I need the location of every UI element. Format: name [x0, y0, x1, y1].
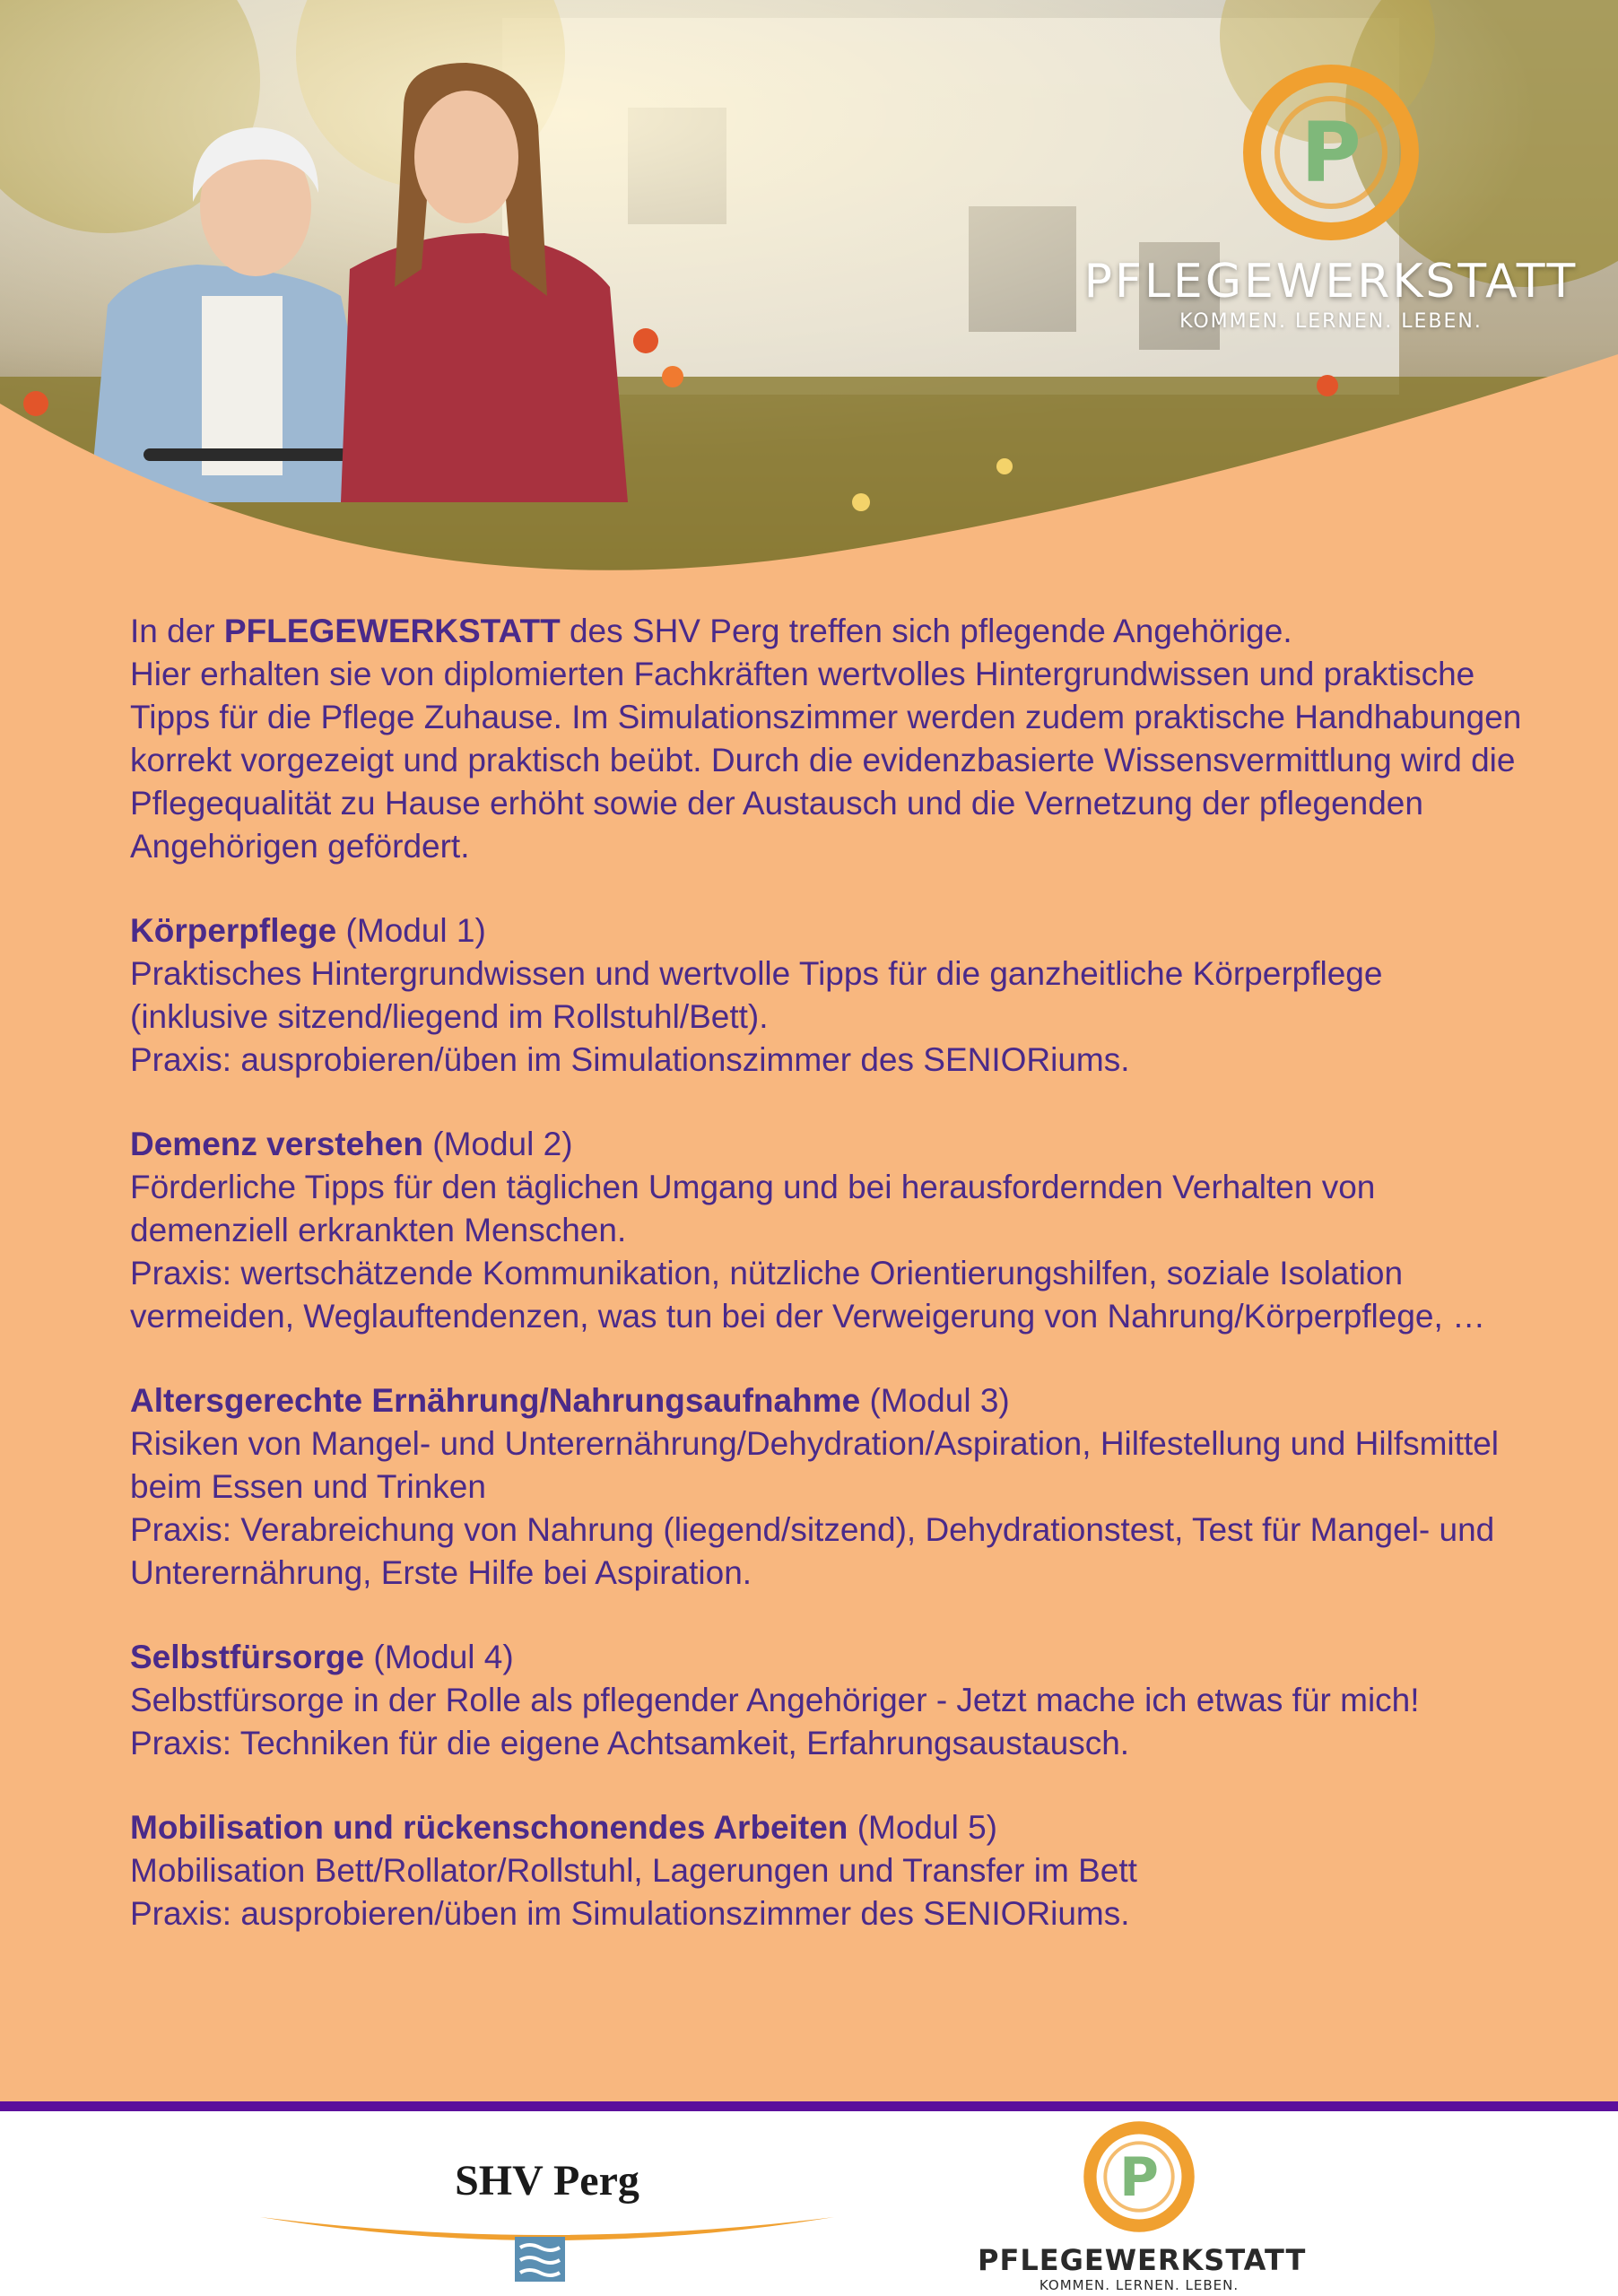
svg-text:P: P: [1300, 105, 1361, 201]
footer-brand-name: PFLEGEWERKSTATT: [978, 2243, 1307, 2277]
footer-divider: [0, 2101, 1618, 2111]
module-title: Mobilisation und rückenschonendes Arbeiten: [130, 1809, 848, 1846]
brand-name: PFLEGEWERKSTATT: [1083, 255, 1579, 309]
module-heading: [130, 1123, 1529, 1166]
intro-body: Hier erhalten sie von diplomierten Fachkräften wertvolles Hintergrundwissen und praktische Tipps für die Pflege Zuhause. Im Simulationszimmer werden zudem praktische Handhabungen korrekt vorgezeigt und praktisch beübt. Durch die evidenzbasierte Wissensvermittlung wird die Pflegequalität zu Hause erhöht sowie der Austausch und die Vernetzung der pflegenden Angehörigen gefördert.: [130, 656, 1522, 865]
module-title: Altersgerechte Ernährung/Nahrungsaufnahme: [130, 1382, 861, 1419]
module-description: Praktisches Hintergrundwissen und wertvolle Tipps für die ganzheitliche Körperpflege (inklusive sitzend/liegend im Rollstuhl/Bett).: [130, 955, 1383, 1035]
module-description: Förderliche Tipps für den täglichen Umgang und bei herausfordernden Verhalten von demenziell erkrankten Menschen.: [130, 1169, 1376, 1248]
module-mobilisation: [130, 1806, 1529, 1935]
module-label: (Modul 4): [373, 1639, 514, 1675]
intro-section: [130, 610, 1529, 868]
module-description: Mobilisation Bett/Rollator/Rollstuhl, Lagerungen und Transfer im Bett: [130, 1852, 1137, 1889]
svg-text:P: P: [1119, 2145, 1159, 2209]
module-title: Körperpflege: [130, 912, 337, 949]
module-heading: [130, 909, 1529, 952]
module-heading: [130, 1379, 1529, 1422]
shv-perg-logo: [260, 2156, 834, 2291]
module-title: Demenz verstehen: [130, 1126, 423, 1162]
module-heading: [130, 1806, 1529, 1849]
intro-lead-before: In der: [130, 613, 224, 649]
main-content: [130, 610, 1529, 1977]
shv-swoosh-icon: [260, 2210, 834, 2291]
module-praxis: Praxis: ausprobieren/üben im Simulationszimmer des SENIORiums.: [130, 1041, 1130, 1078]
brand-block: [1080, 63, 1582, 333]
pflegewerkstatt-logo-icon: [1241, 63, 1421, 242]
module-description: Selbstfürsorge in der Rolle als pflegender Angehöriger - Jetzt mache ich etwas für mich!: [130, 1682, 1420, 1718]
brand-tagline: KOMMEN. LERNEN. LEBEN.: [1179, 310, 1483, 333]
module-selbstfuersorge: [130, 1636, 1529, 1765]
module-koerperpflege: [130, 909, 1529, 1082]
module-label: (Modul 5): [857, 1809, 997, 1846]
intro-lead-bold: PFLEGEWERKSTATT: [223, 613, 561, 649]
module-label: (Modul 2): [432, 1126, 573, 1162]
module-praxis: Praxis: Techniken für die eigene Achtsamkeit, Erfahrungsaustausch.: [130, 1725, 1130, 1761]
footer-brand: [978, 2118, 1307, 2293]
module-praxis: Praxis: ausprobieren/üben im Simulationszimmer des SENIORiums.: [130, 1895, 1130, 1932]
module-heading: [130, 1636, 1529, 1679]
shv-name: SHV Perg: [455, 2157, 639, 2205]
module-description: Risiken von Mangel- und Unterernährung/Dehydration/Aspiration, Hilfestellung und Hilfsmittel beim Essen und Trinken: [130, 1425, 1499, 1505]
footer: [0, 2111, 1618, 2296]
module-label: (Modul 3): [869, 1382, 1010, 1419]
module-praxis: Praxis: Verabreichung von Nahrung (liegend/sitzend), Dehydrationstest, Test für Mangel- und Unterernährung, Erste Hilfe bei Aspiration.: [130, 1511, 1495, 1591]
module-label: (Modul 1): [345, 912, 486, 949]
module-title: Selbstfürsorge: [130, 1639, 365, 1675]
module-demenz: [130, 1123, 1529, 1338]
module-praxis: Praxis: wertschätzende Kommunikation, nützliche Orientierungshilfen, soziale Isolation vermeiden, Weglauftendenzen, was tun bei der Verweigerung von Nahrung/Körperpflege, …: [130, 1255, 1486, 1335]
intro-lead-after: des SHV Perg treffen sich pflegende Angehörige.: [560, 613, 1292, 649]
module-ernaehrung: [130, 1379, 1529, 1595]
footer-brand-tagline: KOMMEN. LERNEN. LEBEN.: [1039, 2277, 1240, 2293]
intro-lead: [130, 610, 1529, 653]
footer-pflegewerkstatt-logo-icon: [1081, 2118, 1197, 2235]
